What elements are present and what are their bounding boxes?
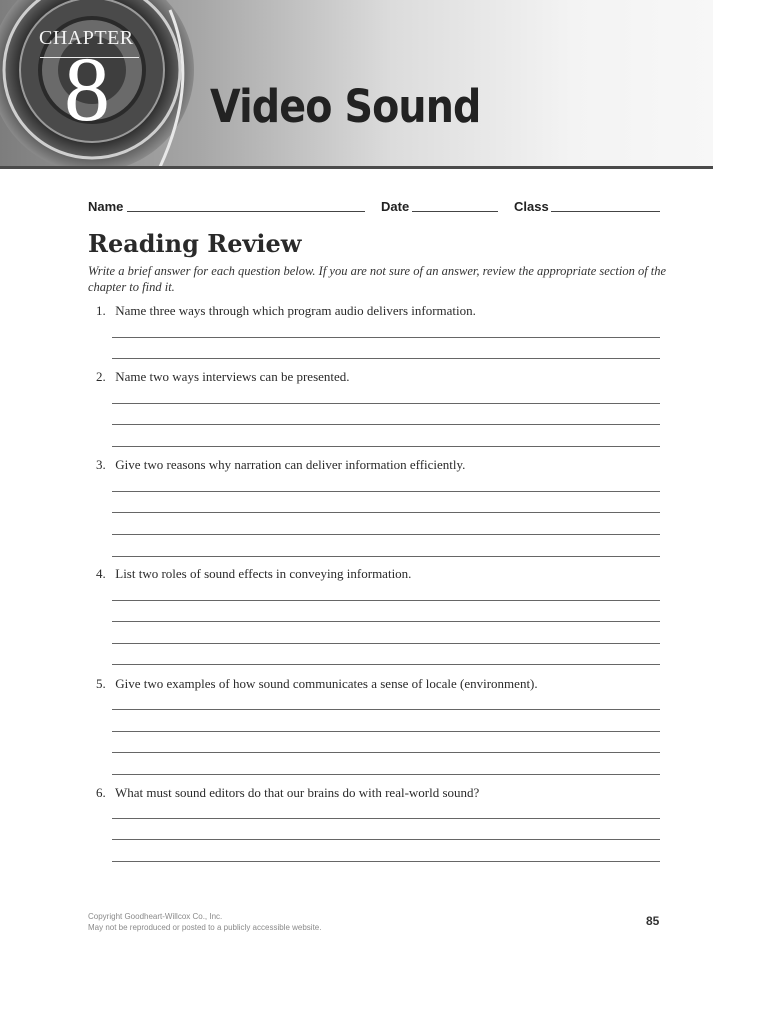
chapter-title: Video Sound bbox=[210, 80, 481, 133]
answer-line[interactable] bbox=[112, 337, 660, 338]
question-text: Give two reasons why narration can deliver information efficiently. bbox=[115, 457, 466, 472]
answer-line[interactable] bbox=[112, 556, 660, 557]
chapter-number: 8 bbox=[64, 38, 110, 140]
date-field[interactable] bbox=[412, 211, 498, 212]
name-field[interactable] bbox=[127, 211, 365, 212]
answer-line[interactable] bbox=[112, 664, 660, 665]
instructions: Write a brief answer for each question below. If you are not sure of an answer, review the appropriate section of the chapter to find it. bbox=[88, 264, 667, 294]
answer-line[interactable] bbox=[112, 709, 660, 710]
answer-line[interactable] bbox=[112, 424, 660, 425]
question-number: 1. bbox=[96, 303, 106, 318]
question-4 bbox=[96, 566, 411, 582]
answer-line[interactable] bbox=[112, 731, 660, 732]
question-text: What must sound editors do that our brains do with real-world sound? bbox=[115, 785, 480, 800]
copyright-line: Copyright Goodheart-Willcox Co., Inc. bbox=[88, 912, 223, 921]
answer-line[interactable] bbox=[112, 861, 660, 862]
answer-line[interactable] bbox=[112, 600, 660, 601]
question-number: 5. bbox=[96, 676, 106, 691]
answer-line[interactable] bbox=[112, 621, 660, 622]
question-text: Name three ways through which program audio delivers information. bbox=[115, 303, 476, 318]
copyright-notice bbox=[88, 911, 321, 933]
question-2 bbox=[96, 369, 350, 385]
answer-line[interactable] bbox=[112, 818, 660, 819]
question-number: 3. bbox=[96, 457, 106, 472]
chapter-header bbox=[0, 0, 713, 167]
chapter-label: CHAPTER bbox=[39, 27, 134, 49]
page-number: 85 bbox=[646, 914, 660, 928]
answer-line[interactable] bbox=[112, 512, 660, 513]
answer-line[interactable] bbox=[112, 774, 660, 775]
question-text: Give two examples of how sound communicates a sense of locale (environment). bbox=[115, 676, 538, 691]
question-text: List two roles of sound effects in conveying information. bbox=[115, 566, 412, 581]
answer-line[interactable] bbox=[112, 643, 660, 644]
question-text: Name two ways interviews can be presented. bbox=[115, 369, 350, 384]
answer-line[interactable] bbox=[112, 491, 660, 492]
question-number: 4. bbox=[96, 566, 106, 581]
answer-line[interactable] bbox=[112, 839, 660, 840]
question-1 bbox=[96, 303, 476, 319]
answer-line[interactable] bbox=[112, 403, 660, 404]
question-number: 6. bbox=[96, 785, 106, 800]
date-label: Date bbox=[381, 199, 410, 214]
name-label: Name bbox=[88, 199, 124, 214]
question-6 bbox=[96, 785, 479, 801]
question-5 bbox=[96, 676, 538, 692]
section-title: Reading Review bbox=[88, 229, 302, 258]
answer-line[interactable] bbox=[112, 446, 660, 447]
question-number: 2. bbox=[96, 369, 106, 384]
copyright-line: May not be reproduced or posted to a publicly accessible website. bbox=[88, 923, 322, 932]
class-field[interactable] bbox=[551, 211, 660, 212]
header-divider bbox=[0, 166, 713, 169]
class-label: Class bbox=[514, 199, 549, 214]
answer-line[interactable] bbox=[112, 534, 660, 535]
answer-line[interactable] bbox=[112, 752, 660, 753]
answer-line[interactable] bbox=[112, 358, 660, 359]
question-3 bbox=[96, 457, 465, 473]
